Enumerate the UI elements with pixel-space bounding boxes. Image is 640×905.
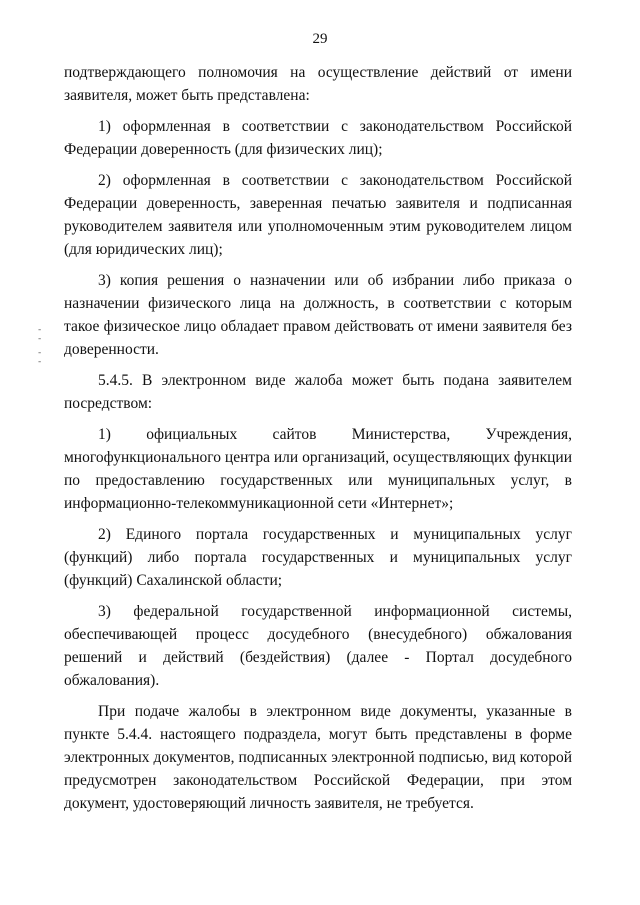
list-item-paragraph: 1) оформленная в соответствии с законодательством Российской Федерации доверенность (для физических лиц); — [64, 118, 572, 158]
page-number: 29 — [312, 31, 328, 47]
section-paragraph: 5.4.5. В электронном виде жалоба может быть подана заявителем посредством: — [64, 372, 572, 412]
list-item-paragraph: 1) официальных сайтов Министерства, Учреждения, многофункционального центра или организаций, осуществляющих функции по предоставлению государственных или муниципальных услуг, в информационно-телекоммуникационной сети «Интернет»; — [64, 426, 572, 512]
margin-scan-mark: - - — [38, 325, 42, 344]
paragraph: При подаче жалобы в электронном виде документы, указанные в пункте 5.4.4. настоящего подраздела, могут быть представлены в форме электронных документов, подписанных электронной подписью, вид которой предусмотрен законодательством Российской Федерации, при этом документ, удостоверяющий личность заявителя, не требуется. — [64, 703, 572, 812]
list-item-paragraph: 3) федеральной государственной информационной системы, обеспечивающей процесс досудебного (внесудебного) обжалования решений и действий (бездействия) (далее - Портал досудебного обжалования). — [64, 603, 572, 689]
list-item-paragraph: 3) копия решения о назначении или об избрании либо приказа о назначении физического лица на должность, в соответствии с которым такое физическое лицо обладает правом действовать от имени заявителя без доверенности. — [64, 272, 572, 358]
document-body — [64, 61, 572, 823]
margin-scan-mark: - - — [38, 348, 42, 367]
list-item-paragraph: 2) оформленная в соответствии с законодательством Российской Федерации доверенность, заверенная печатью заявителя и подписанная руководителем заявителя или уполномоченным этим руководителем лицом (для юридических лиц); — [64, 172, 572, 258]
paragraph: подтверждающего полномочия на осуществление действий от имени заявителя, может быть представлена: — [64, 64, 572, 104]
list-item-paragraph: 2) Единого портала государственных и муниципальных услуг (функций) либо портала государственных и муниципальных услуг (функций) Сахалинской области; — [64, 526, 572, 589]
